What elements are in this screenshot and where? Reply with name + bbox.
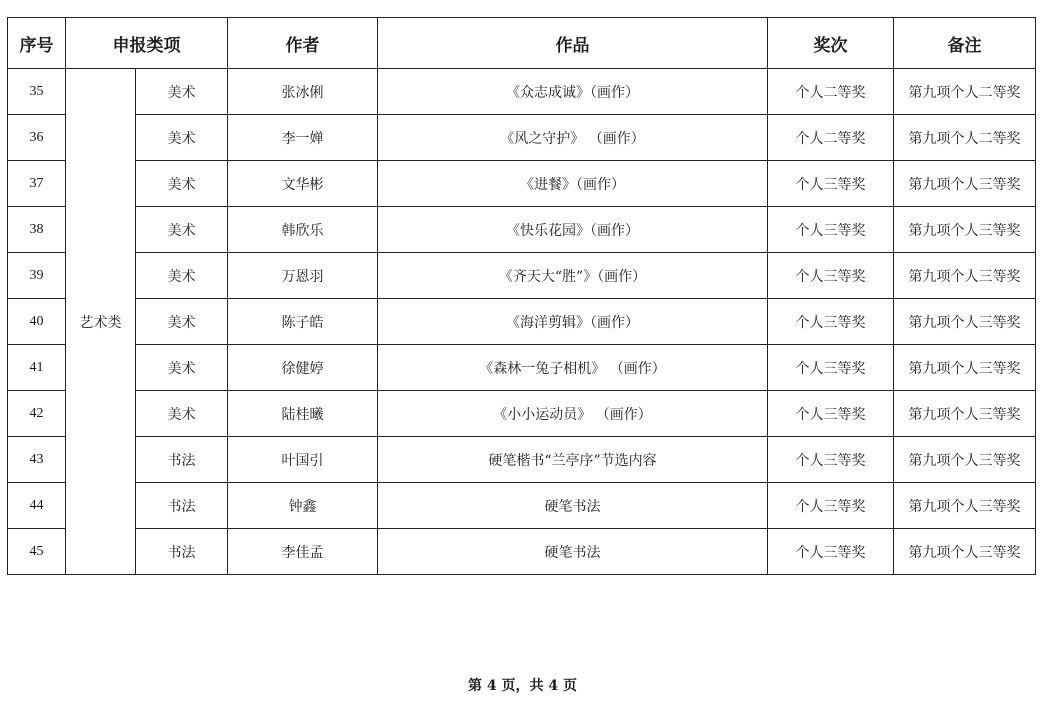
author-cell: 钟鑫 [228,483,378,529]
author-cell: 李佳孟 [228,529,378,575]
award-cell: 个人三等奖 [768,253,894,299]
row-number: 42 [8,391,66,437]
work-cell: 硬笔书法 [378,529,768,575]
table-row [8,483,1036,529]
note-cell: 第九项个人三等奖 [894,391,1036,437]
work-cell: 《小小运动员》 （画作） [378,391,768,437]
subcategory-cell: 美术 [136,115,228,161]
author-cell: 李一婵 [228,115,378,161]
row-number: 38 [8,207,66,253]
work-cell: 硬笔书法 [378,483,768,529]
note-cell: 第九项个人二等奖 [894,115,1036,161]
table-row [8,437,1036,483]
author-cell: 万恩羽 [228,253,378,299]
table-header-row [8,18,1036,69]
note-cell: 第九项个人三等奖 [894,437,1036,483]
subcategory-cell: 美术 [136,345,228,391]
table-row [8,345,1036,391]
row-number: 40 [8,299,66,345]
subcategory-cell: 美术 [136,391,228,437]
row-number: 39 [8,253,66,299]
table-row [8,391,1036,437]
award-cell: 个人三等奖 [768,161,894,207]
subcategory-cell: 美术 [136,253,228,299]
header-award: 奖次 [768,18,894,69]
work-cell: 《齐天大“胜”》（画作） [378,253,768,299]
author-cell: 文华彬 [228,161,378,207]
award-cell: 个人二等奖 [768,115,894,161]
work-cell: 《森林一兔子相机》 （画作） [378,345,768,391]
note-cell: 第九项个人三等奖 [894,253,1036,299]
table-row [8,207,1036,253]
header-num: 序号 [8,18,66,69]
award-cell: 个人三等奖 [768,529,894,575]
page-number: 第 4 页，共 4 页 [468,678,577,694]
header-work: 作品 [378,18,768,69]
note-cell: 第九项个人三等奖 [894,299,1036,345]
row-number: 41 [8,345,66,391]
table-row [8,299,1036,345]
work-cell: 《海洋剪辑》（画作） [378,299,768,345]
author-cell: 陈子皓 [228,299,378,345]
award-cell: 个人三等奖 [768,345,894,391]
note-cell: 第九项个人二等奖 [894,69,1036,115]
header-author: 作者 [228,18,378,69]
table-row [8,69,1036,115]
author-cell: 韩欣乐 [228,207,378,253]
subcategory-cell: 书法 [136,529,228,575]
category-group-cell: 艺术类 [66,69,136,575]
author-cell: 徐健婷 [228,345,378,391]
author-cell: 陆桂曦 [228,391,378,437]
author-cell: 叶国引 [228,437,378,483]
header-note: 备注 [894,18,1036,69]
award-cell: 个人三等奖 [768,437,894,483]
award-cell: 个人三等奖 [768,483,894,529]
subcategory-cell: 书法 [136,483,228,529]
note-cell: 第九项个人三等奖 [894,161,1036,207]
work-cell: 《众志成诚》（画作） [378,69,768,115]
row-number: 43 [8,437,66,483]
award-cell: 个人三等奖 [768,207,894,253]
work-cell: 《快乐花园》（画作） [378,207,768,253]
table-row [8,115,1036,161]
subcategory-cell: 美术 [136,207,228,253]
note-cell: 第九项个人三等奖 [894,483,1036,529]
note-cell: 第九项个人三等奖 [894,529,1036,575]
table-row [8,253,1036,299]
subcategory-cell: 美术 [136,161,228,207]
row-number: 44 [8,483,66,529]
row-number: 36 [8,115,66,161]
subcategory-cell: 美术 [136,69,228,115]
author-cell: 张冰俐 [228,69,378,115]
row-number: 45 [8,529,66,575]
subcategory-cell: 书法 [136,437,228,483]
row-number: 37 [8,161,66,207]
note-cell: 第九项个人三等奖 [894,207,1036,253]
work-cell: 硬笔楷书“兰亭序”节选内容 [378,437,768,483]
award-table [7,17,1036,575]
work-cell: 《风之守护》 （画作） [378,115,768,161]
row-number: 35 [8,69,66,115]
award-cell: 个人三等奖 [768,391,894,437]
award-cell: 个人三等奖 [768,299,894,345]
subcategory-cell: 美术 [136,299,228,345]
table-row [8,529,1036,575]
header-category: 申报类项 [66,18,228,69]
award-cell: 个人二等奖 [768,69,894,115]
note-cell: 第九项个人三等奖 [894,345,1036,391]
table-row [8,161,1036,207]
work-cell: 《进餐》（画作） [378,161,768,207]
